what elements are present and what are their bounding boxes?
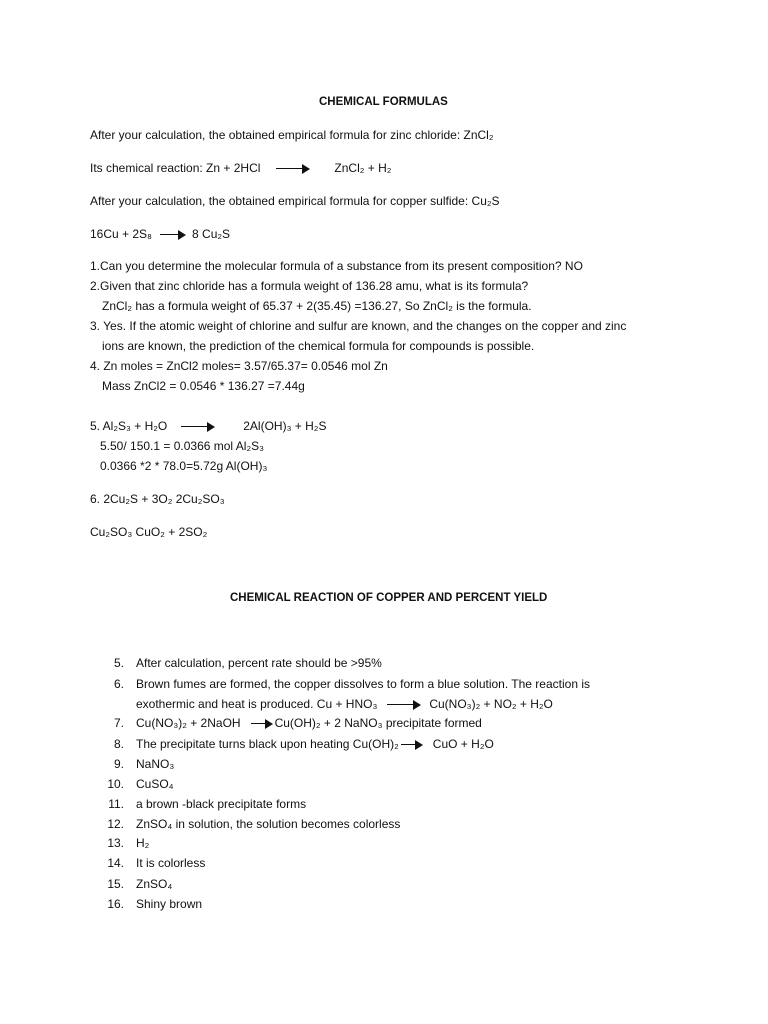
reaction-arrow-icon [251, 719, 273, 729]
list-item: ZnSO₄ in solution, the solution becomes colorless [136, 817, 401, 831]
answer-4-line-2: Mass ZnCl2 = 0.0546 * 136.27 =7.44g [102, 379, 305, 393]
answer-6: 6. 2Cu₂S + 3O₂ 2Cu₂SO₃ [90, 492, 225, 506]
list-number: 13. [107, 836, 124, 850]
answer-2: ZnCl₂ has a formula weight of 65.37 + 2(35.45) =136.27, So ZnCl₂ is the formula. [102, 299, 532, 313]
copper-sulfide-line: After your calculation, the obtained empirical formula for copper sulfide: Cu₂S [90, 194, 500, 208]
copper-reaction-line [90, 226, 230, 242]
list-item: It is colorless [136, 856, 206, 870]
list-item-products: Cu(OH)₂ + 2 NaNO₃ precipitate formed [274, 716, 482, 730]
list-item-text: The precipitate turns black upon heating Cu(OH)₂ [136, 737, 399, 751]
list-item [136, 715, 482, 731]
copper-reaction-reactants: 16Cu + 2S₈ [90, 227, 153, 241]
list-item: ZnSO₄ [136, 877, 173, 891]
answer-5-reactants: 5. Al₂S₃ + H₂O [90, 419, 168, 433]
list-number: 15. [107, 877, 124, 891]
answer-5-line-2: 5.50/ 150.1 = 0.0366 mol Al₂S₃ [100, 439, 264, 453]
answer-3-line-1: 3. Yes. If the atomic weight of chlorine and sulfur are known, and the changes on the copper and zinc [90, 319, 627, 333]
list-number: 14. [107, 856, 124, 870]
answer-3-line-2: ions are known, the prediction of the chemical formula for compounds is possible. [102, 339, 535, 353]
reaction-arrow-icon [160, 230, 186, 240]
reaction-arrow-icon [276, 164, 310, 174]
list-item: H₂ [136, 836, 150, 850]
reaction-arrow-icon [181, 422, 215, 432]
reaction-arrow-icon [387, 700, 421, 710]
answer-6-line-2: Cu₂SO₃ CuO₂ + 2SO₂ [90, 525, 208, 539]
list-number: 9. [113, 757, 124, 771]
list-item: CuSO₄ [136, 777, 174, 791]
list-item-text: Cu(NO₃)₂ + 2NaOH [136, 716, 241, 730]
answer-5-line-3: 0.0366 *2 * 78.0=5.72g Al(OH)₃ [100, 459, 268, 473]
list-item-products: Cu(NO₃)₂ + NO₂ + H₂O [429, 697, 553, 711]
answer-5-products: 2Al(OH)₃ + H₂S [243, 419, 327, 433]
list-item: Brown fumes are formed, the copper dissolves to form a blue solution. The reaction is [136, 677, 591, 691]
zinc-chloride-line: After your calculation, the obtained empirical formula for zinc chloride: ZnCl₂ [90, 128, 494, 142]
answer-5-reaction [90, 418, 326, 434]
list-number: 12. [107, 817, 124, 831]
list-item: After calculation, percent rate should be >95% [136, 656, 382, 670]
list-number: 7. [113, 716, 124, 730]
list-item: NaNO₃ [136, 757, 175, 771]
list-item-products: CuO + H₂O [432, 737, 494, 751]
copper-reaction-products: 8 Cu₂S [192, 227, 231, 241]
list-number: 10. [107, 777, 124, 791]
list-number: 6. [113, 677, 124, 691]
section-title-copper-yield: CHEMICAL REACTION OF COPPER AND PERCENT YIELD [230, 592, 548, 604]
list-item: a brown -black precipitate forms [136, 797, 307, 811]
list-number: 8. [113, 737, 124, 751]
section-title-chemical-formulas: CHEMICAL FORMULAS [319, 96, 448, 108]
list-number: 5. [113, 656, 124, 670]
answer-4-line-1: 4. Zn moles = ZnCl2 moles= 3.57/65.37= 0.0546 mol Zn [90, 359, 388, 373]
zinc-reaction-line [90, 160, 391, 176]
list-number: 11. [108, 797, 124, 811]
list-number: 16. [107, 897, 124, 911]
reaction-arrow-icon [401, 740, 423, 750]
zinc-reaction-reactants: Its chemical reaction: Zn + 2HCl [90, 161, 261, 175]
list-item: Shiny brown [136, 897, 203, 911]
question-1: 1.Can you determine the molecular formula of a substance from its present composition? NO [90, 259, 583, 273]
list-item-continuation [136, 696, 553, 712]
list-item [136, 736, 494, 752]
list-item-text: exothermic and heat is produced. Cu + HNO₃ [136, 697, 378, 711]
zinc-reaction-products: ZnCl₂ + H₂ [334, 161, 392, 175]
question-2: 2.Given that zinc chloride has a formula weight of 136.28 amu, what is its formula? [90, 279, 529, 293]
